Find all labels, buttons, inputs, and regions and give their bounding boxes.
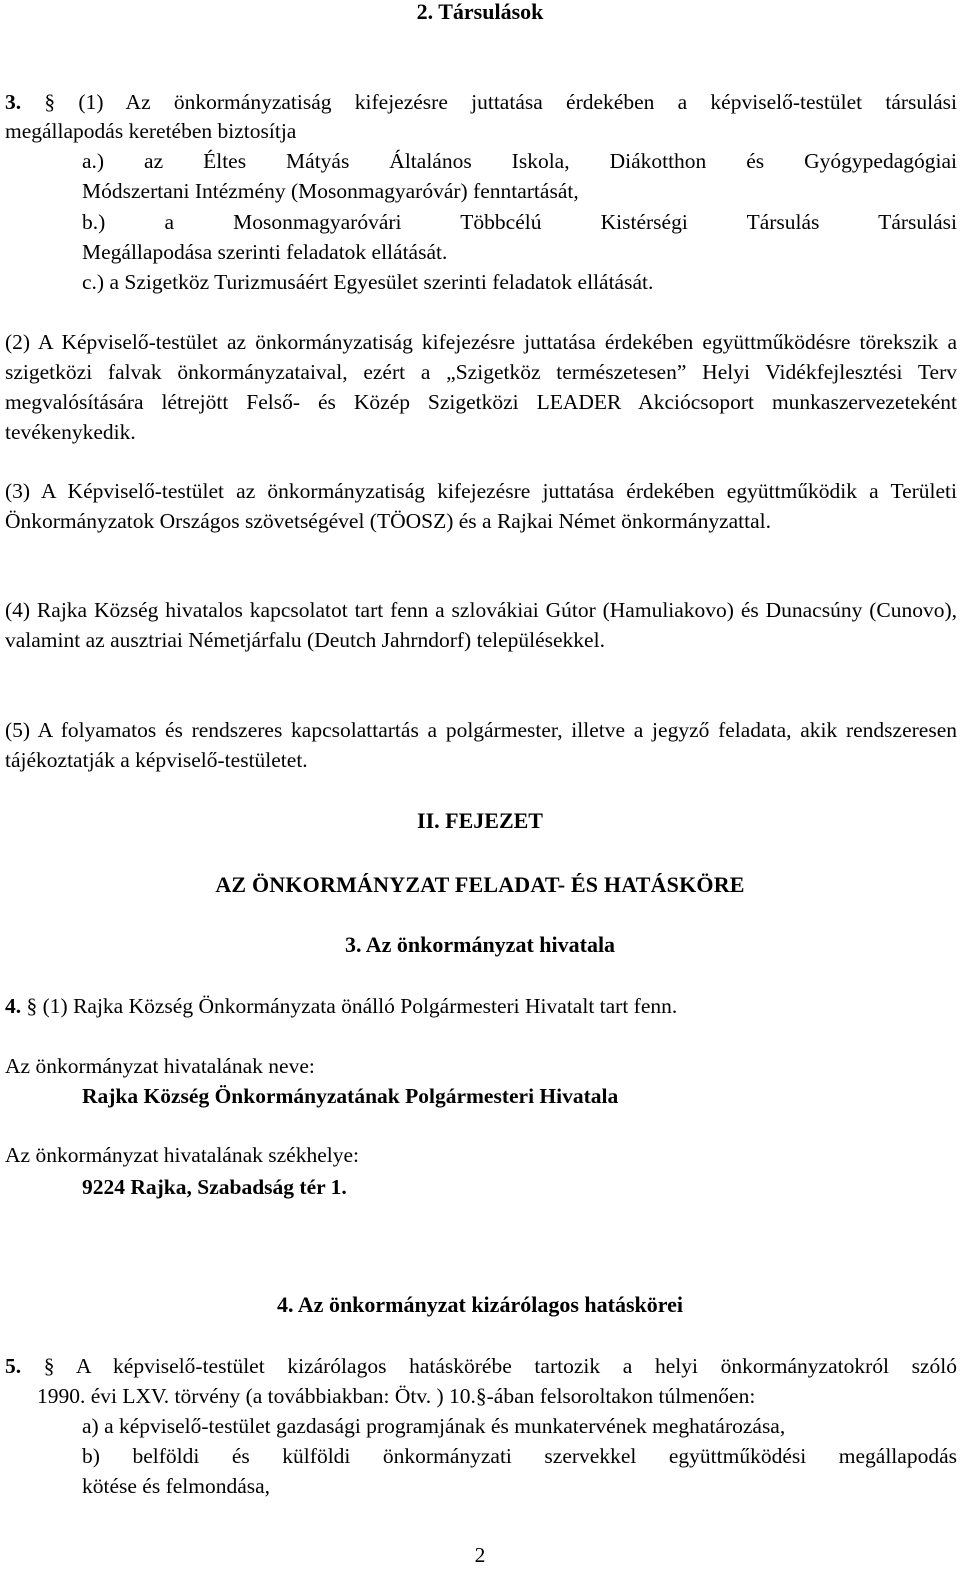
section-5-line1 (5, 1351, 957, 1381)
subsection-3-title: 3. Az önkormányzat hivatala (344, 932, 616, 957)
office-seat-label: Az önkormányzat hivatalának székhelye: (5, 1143, 360, 1167)
section-text: (1) Az önkormányzatiság kifejezésre juttatása érdekében a képviselő-testület társulási (78, 90, 958, 114)
paragraph-sign: § (44, 90, 56, 114)
paragraph-3-2: (2) A Képviselő-testület az önkormányzatiság kifejezésre juttatása érdekében együttműködésre törekszik a szigetközi falvak önkormányzataival, ezért a „Szigetköz természetesen” Helyi Vidékfejlesztési Terv megvalósítására létrejött Felső- és Közép Szigetközi LEADER Akciócsoport munkaszervezeteként tevékenykedik. (5, 330, 957, 444)
page-number: 2 (474, 1543, 486, 1567)
paragraph-sign: § (475, 1384, 487, 1408)
chapter-title: AZ ÖNKORMÁNYZAT FELADAT- ÉS HATÁSKÖRE (215, 872, 745, 897)
section-number: 5. (5, 1354, 22, 1378)
section-3-line2: megállapodás keretében biztosítja (5, 119, 297, 143)
section-title: 2. Társulások (416, 0, 544, 24)
list-item-b-line2: Megállapodása szerinti feladatok ellátását. (82, 240, 448, 264)
office-seat-value: 9224 Rajka, Szabadság tér 1. (82, 1175, 347, 1199)
paragraph-3-3: (3) A Képviselő-testület az önkormányzatiság kifejezésre juttatása érdekében együttműködik a Területi Önkormányzatok Országos szövetségével (TÖOSZ) és a Rajkai Német önkormányzattal. (5, 479, 957, 533)
section-3-line1 (5, 87, 957, 117)
list-item-c: c.) a Szigetköz Turizmusáért Egyesület szerinti feladatok ellátását. (82, 270, 654, 294)
list-item-b-line1: b) belföldi és külföldi önkormányzati szervekkel együttműködési megállapodás (82, 1444, 957, 1468)
paragraph-3-5: (5) A folyamatos és rendszeres kapcsolattartás a polgármester, illetve a jegyző feladata, akik rendszeresen tájékoztatják a képviselő-testületet. (5, 718, 957, 772)
paragraph-sign: § (26, 994, 38, 1018)
chapter-heading: II. FEJEZET (417, 808, 543, 833)
list-item-a-line2: Módszertani Intézmény (Mosonmagyaróvár) fenntartását, (82, 179, 579, 203)
section-text: 1990. évi LXV. törvény (a továbbiakban: Ötv. ) 10. (37, 1384, 476, 1408)
list-item-b-line2: kötése és felmondása, (82, 1474, 271, 1498)
list-item-a-line1: a.) az Éltes Mátyás Általános Iskola, Diákotthon és Gyógypedagógiai (82, 149, 957, 173)
list-item-a: a) a képviselő-testület gazdasági programjának és munkatervének meghatározása, (82, 1414, 786, 1438)
subsection-4-title: 4. Az önkormányzat kizárólagos hatáskörei (277, 1292, 683, 1317)
section-number: 4. (5, 994, 22, 1018)
section-text: A képviselő-testület kizárólagos hatáskörébe tartozik a helyi önkormányzatokról szóló (76, 1354, 958, 1378)
section-4 (5, 991, 957, 1021)
office-name-label: Az önkormányzat hivatalának neve: (5, 1054, 315, 1078)
section-number: 3. (5, 90, 22, 114)
paragraph-sign: § (43, 1354, 55, 1378)
list-item-b-line1: b.) a Mosonmagyaróvári Többcélú Kistérségi Társulás Társulási (82, 210, 957, 234)
section-text: -ában felsoroltakon túlmenően: (486, 1384, 756, 1408)
office-name-value: Rajka Község Önkormányzatának Polgármesteri Hivatala (82, 1084, 619, 1108)
section-5-line2 (37, 1381, 960, 1411)
section-text: (1) Rajka Község Önkormányzata önálló Polgármesteri Hivatalt tart fenn. (42, 994, 678, 1018)
paragraph-3-4: (4) Rajka Község hivatalos kapcsolatot tart fenn a szlovákiai Gútor (Hamuliakovo) és Dunacsúny (Cunovo), valamint az ausztriai Németjárfalu (Deutch Jahrndorf) településekkel. (5, 598, 957, 652)
